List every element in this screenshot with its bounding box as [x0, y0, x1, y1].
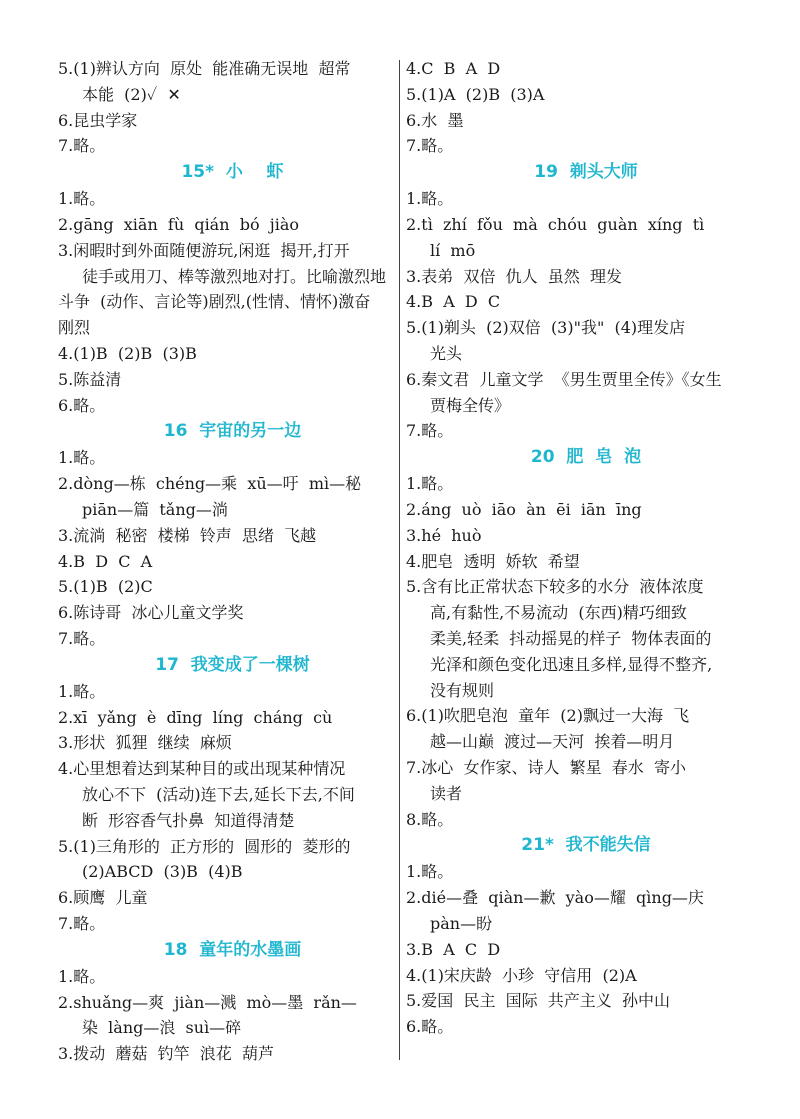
answer-line: 7.冰心 女作家、诗人 繁星 春水 寄小	[406, 757, 686, 777]
answer-line: 没有规则	[430, 680, 495, 700]
answer-line: 5.(1)三角形的 正方形的 圆形的 菱形的	[58, 836, 351, 856]
answer-line: 光泽和颜色变化迅速且多样,显得不整齐,	[430, 654, 713, 674]
answer-line: 刚烈	[58, 318, 91, 338]
lesson-heading: 18 童年的水墨画	[163, 939, 302, 960]
lesson-heading: 19 剃头大师	[534, 162, 638, 183]
column-divider	[399, 60, 400, 1060]
answer-line: 6.陈诗哥 冰心儿童文学奖	[58, 603, 244, 623]
answer-line: 1.略。	[406, 189, 454, 209]
answer-line: 3.表弟 双倍 仇人 虽然 理发	[406, 266, 622, 286]
right-answer-column	[406, 56, 746, 1040]
answer-line: 6.秦文君 儿童文学 《男生贾里全传》《女生	[406, 369, 722, 389]
answer-line: 4.(1)宋庆龄 小珍 守信用 (2)A	[406, 965, 637, 985]
answer-line: 1.略。	[58, 189, 106, 209]
answer-line: 6.水 墨	[406, 110, 464, 130]
answer-line: 5.(1)B (2)C	[58, 577, 153, 597]
answer-line: 6.顾鹰 儿童	[58, 888, 148, 908]
answer-line: 3.B A C D	[406, 939, 501, 959]
answer-line: 2.gāng xiān fù qián bó jiào	[58, 214, 299, 234]
answer-line: 5.含有比正常状态下较多的水分 液体浓度	[406, 577, 704, 597]
answer-line: 5.(1)剃头 (2)双倍 (3)"我" (4)理发店	[406, 318, 686, 338]
answer-line: 2.dié—叠 qiàn—歉 yào—耀 qìng—庆	[406, 888, 704, 908]
answer-line: 4.C B A D	[406, 59, 501, 78]
answer-line: 贾梅全传》	[430, 395, 511, 415]
answer-line: 2.shuǎng—爽 jiàn—溅 mò—墨 rǎn—	[58, 992, 357, 1012]
answer-line: 2.áng uò iāo àn ēi iān īng	[406, 499, 642, 519]
answer-line: 7.略。	[58, 913, 106, 933]
answer-line: lí mō	[430, 240, 476, 260]
answer-line: 柔美,轻柔 抖动摇晃的样子 物体表面的	[430, 628, 712, 648]
answer-line: 4.B A D C	[406, 292, 501, 312]
answer-line: 徒手或用刀、棒等激烈地对打。比喻激烈地	[82, 266, 387, 286]
answer-line: 1.略。	[406, 474, 454, 494]
answer-line: 3.拨动 蘑菇 钓竿 浪花 葫芦	[58, 1044, 274, 1064]
answer-line: 3.闲暇时到外面随便游玩,闲逛 揭开,打开	[58, 240, 350, 260]
left-answer-column	[58, 56, 395, 1067]
answer-line: 2.tì zhí fǒu mà chóu guàn xíng tì	[406, 214, 705, 234]
answer-line: 7.略。	[58, 136, 106, 156]
answer-line: 读者	[430, 783, 463, 803]
answer-line: 6.(1)吹肥皂泡 童年 (2)飘过一大海 飞	[406, 706, 690, 726]
answer-line: pàn—盼	[430, 913, 493, 933]
answer-line: 4.肥皂 透明 娇软 希望	[406, 551, 580, 571]
answer-line: 5.爱国 民主 国际 共产主义 孙中山	[406, 991, 670, 1011]
lesson-heading: 17 我变成了一棵树	[155, 654, 310, 675]
answer-line: 5.(1)辨认方向 原处 能准确无误地 超常	[58, 59, 351, 78]
answer-line: piān—篇 tǎng—淌	[82, 499, 228, 519]
answer-line: 高,有黏性,不易流动 (东西)精巧细致	[430, 603, 687, 623]
answer-line: 1.略。	[58, 448, 106, 468]
answer-line: 1.略。	[406, 862, 454, 882]
answer-line: 3.hé huò	[406, 525, 482, 545]
answer-line: 放心不下 (活动)连下去,延长下去,不间	[82, 784, 355, 804]
lesson-heading: 21* 我不能失信	[521, 835, 651, 856]
answer-line: 2.xī yǎng è dīng líng cháng cù	[58, 707, 333, 727]
answer-line: 斗争 (动作、言论等)剧烈,(性情、情怀)激奋	[58, 292, 371, 312]
answer-line: 2.dòng—栋 chéng—乘 xū—吁 mì—秘	[58, 474, 362, 494]
lesson-heading: 15* 小 虾	[181, 162, 284, 183]
answer-line: 5.陈益清	[58, 369, 122, 389]
lesson-heading: 20 肥 皂 泡	[530, 447, 642, 468]
answer-line: 4.心里想着达到某种目的或出现某种情况	[58, 759, 346, 779]
answer-line: (2)ABCD (3)B (4)B	[82, 862, 243, 882]
answer-line: 8.略。	[406, 809, 454, 829]
answer-line: 1.略。	[58, 681, 106, 701]
answer-line: 越—山巅 渡过—天河 挨着—明月	[430, 732, 675, 752]
answer-line: 7.略。	[406, 136, 454, 156]
answer-line: 6.略。	[58, 395, 106, 415]
answer-line: 7.略。	[406, 421, 454, 441]
answer-line: 本能 (2)✓ ✕	[82, 84, 181, 104]
answer-line: 染 làng—浪 suì—碎	[82, 1018, 242, 1038]
answer-line: 4.(1)B (2)B (3)B	[58, 343, 197, 363]
answer-line: 断 形容香气扑鼻 知道得清楚	[82, 810, 295, 830]
answer-line: 6.昆虫学家	[58, 110, 138, 130]
answer-line: 3.流淌 秘密 楼梯 铃声 思绪 飞越	[58, 525, 317, 545]
lesson-heading: 16 宇宙的另一边	[163, 421, 302, 442]
answer-line: 4.B D C A	[58, 551, 153, 571]
answer-line: 7.略。	[58, 628, 106, 648]
answer-line: 光头	[430, 343, 463, 363]
answer-line: 1.略。	[58, 966, 106, 986]
answer-line: 3.形状 狐狸 继续 麻烦	[58, 733, 232, 753]
answer-line: 5.(1)A (2)B (3)A	[406, 84, 545, 104]
answer-line: 6.略。	[406, 1017, 454, 1037]
